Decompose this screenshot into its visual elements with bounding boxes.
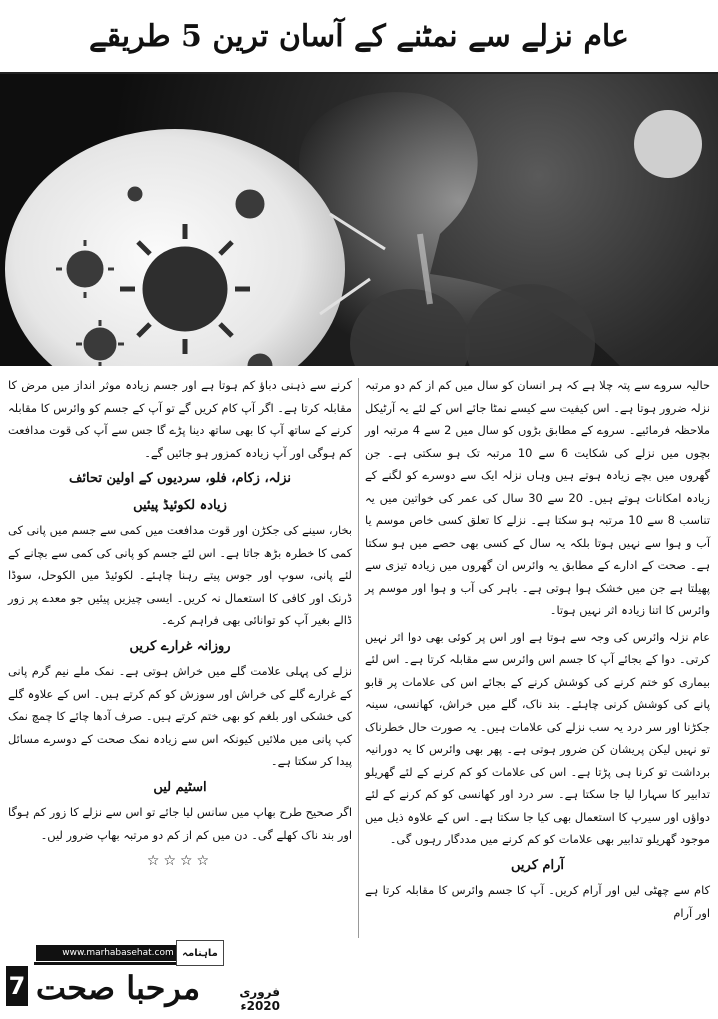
end-stars: ☆☆☆☆	[146, 853, 214, 869]
intro-paragraph: حالیہ سروے سے پتہ چلا ہے کہ ہر انسان کو سال میں کم از کم دو مرتبہ نزلہ ضرور ہوتا ہے۔ اس کیفیت سے کیسے نمٹا جائے اس کے لئے یہ آرٹیکل ملاحظہ فرمائیے۔ سروے کے مطابق بڑوں کو سال میں 2 سے 4 مرتبہ اور بچوں میں نزلے کی شکایت 6 سے 10 مرتبہ تک ہو سکتی ہے۔ جن گھروں میں بچے زیادہ ہوتے ہیں وہاں نزلہ ایک سے دوسرے کو لگنے کے زیادہ امکانات ہوتے ہیں۔ 20 سے 30 سال کی عمر کی خواتین میں یہ تناسب 8 سے 10 مرتبہ ہو سکتا ہے۔ نزلے کا تعلق کسی خاص موسم یا آب و ہوا سے نہیں ہوتا بلکہ یہ سال کے کسی بھی حصے میں ہو سکتا ہے۔ صحت کے ادارے کے مطابق یہ وائرس ان گھروں میں زیادہ تیزی سے پھیلتا ہے جن میں خشک ہوا ہوتی ہے۔ باہر کی آب و ہوا اور موسم پر وائرس کا اتنا زیادہ اثر نہیں ہوتا۔	[365, 378, 711, 617]
subhead-steam: اسٹیم لیں	[153, 779, 207, 795]
zoom-bubble	[5, 129, 345, 366]
subhead-winter-gifts: نزلہ، زکام، فلو، سردیوں کے اولین تحائف	[68, 471, 292, 486]
subhead-gargle: روزانہ غرارے کریں	[129, 638, 231, 654]
left-column	[8, 374, 352, 873]
rest-continued-paragraph: کرنے سے ذہنی دباؤ کم ہوتا ہے اور جسم زیادہ موثر انداز میں مرض کا مقابلہ کرتا ہے۔ اگر آپ کام کریں گے تو آپ کے جسم کو وائرس کا مقابلہ کرنے کے ساتھ آپ کا بھی ساتھ دینا پڑے گا جس سے آپ کی قوت مدافعت کم ہوگی اور آپ زیادہ کمزور ہو جائیں گے۔	[8, 378, 352, 460]
virus-paragraph: عام نزلہ وائرس کی وجہ سے ہوتا ہے اور اس پر کوئی بھی دوا اثر نہیں کرتی۔ دوا کے بجائے آپ کا جسم اس وائرس سے مقابلہ کرتا ہے۔ اس لئے بیماری کو ختم کرنے کی کوشش کرنے کے بجائے اس کی علامات پر قابو پانے کی کوشش کرنی چاہئے۔ بند ناک، گلے میں خراش، کھانسی، سینہ جکڑنا اور سر درد یہ سب نزلے کی علامات ہیں۔ یہ صورت حال خطرناک تو نہیں لیکن پریشان کن ضرور ہوتی ہے۔ پھر بھی وائرس کا یہ دورانیہ برداشت تو کرنا ہی پڑتا ہے۔ اس کی علامات کو کم کرنے کے لئے گھریلو تدابیر کا سہارا لیا جا سکتا ہے۔ سر درد اور کھانسی کو کم کرنے کے لئے دواؤں اور سیرپ کا استعمال بھی کیا جا سکتا ہے۔ اس کے علاوہ ذیل میں موجود گھریلو تدابیر بھی علامات کو کم کرنے میں مددگار رہوں گی۔	[365, 629, 710, 846]
steam-paragraph: اگر صحیح طرح بھاپ میں سانس لیا جائے تو اس سے نزلے کا زور کم ہوگا اور بند ناک کھلے گی۔ دن میں کم از کم دو مرتبہ بھاپ ضرور لیں۔	[8, 805, 352, 842]
fluids-paragraph: بخار، سینے کی جکڑن اور قوت مدافعت میں کمی سے جسم میں پانی کی کمی کا خطرہ بڑھ جاتا ہے۔ اس لئے جسم کو پانی کی کمی سے بچانے کے لئے پانی، سوپ اور جوس پیتے رہنا چاہئے۔ لکوئیڈ میں الکوحل، سوڈا ڈرنک اور کافی کا استعمال نہ کریں۔ ایسی چیزیں پیئیں جو معدے پر زور ڈالے بغیر آپ کو توانائی بھی فراہم کرے۔	[8, 523, 352, 627]
gargle-paragraph: نزلے کی پہلی علامت گلے میں خراش ہوتی ہے۔ نمک ملے نیم گرم پانی کے غرارے گلے کی خراش اور سوزش کو کم کرتے ہیں۔ اس کے علاوہ گلے کی خشکی اور بلغم کو بھی ختم کرتے ہیں۔ صرف آدھا چائے کا چمچ نمک کپ پانی میں ملائیں کیونکہ اس سے زیادہ نمک صحت کے دوسرے مسائل پیدا کر سکتا ہے۔	[8, 664, 352, 768]
subhead-fluids: زیادہ لکوئیڈ پیئیں	[133, 497, 227, 513]
article-header	[0, 0, 718, 74]
monthly-tag: ماہنامہ	[176, 940, 224, 966]
column-divider	[358, 378, 359, 938]
right-column	[365, 374, 710, 928]
virus-human-illustration	[0, 74, 718, 366]
moon-shape	[634, 110, 702, 178]
issue-date: فروری 2020ء	[239, 985, 280, 1013]
article-title: عام نزلے سے نمٹنے کے آسان ترین 5 طریقے	[89, 18, 629, 54]
hero-illustration	[0, 74, 718, 366]
website-link[interactable]: www.marhabasehat.com	[36, 945, 200, 961]
page-number: 7	[6, 966, 28, 1006]
magazine-masthead: مرحبا صحت	[34, 962, 202, 1011]
subhead-rest: آرام کریں	[511, 857, 564, 873]
rest-paragraph: کام سے چھٹی لیں اور آرام کریں۔ آپ کا جسم وائرس کا مقابلہ کرتا ہے اور آرام	[365, 883, 710, 920]
